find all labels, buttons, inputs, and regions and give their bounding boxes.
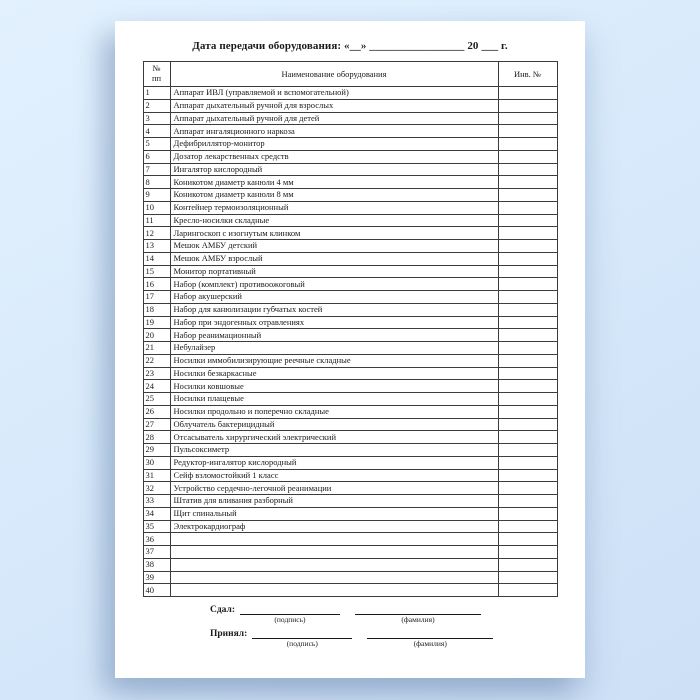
row-number: 15	[143, 265, 170, 278]
header-equipment-name: Наименование оборудования	[170, 62, 498, 87]
row-number: 14	[143, 252, 170, 265]
row-equipment-name: Дефибриллятор-монитор	[170, 138, 498, 151]
row-equipment-name: Коникотом диаметр канюли 4 мм	[170, 176, 498, 189]
row-number: 40	[143, 584, 170, 597]
row-number: 33	[143, 495, 170, 508]
row-equipment-name: Набор (комплект) противоожоговый	[170, 278, 498, 291]
row-number: 13	[143, 240, 170, 253]
header-row-number-line2: пп	[151, 73, 162, 83]
table-row	[143, 571, 557, 584]
row-inventory-number	[498, 87, 557, 100]
header-row-number-line1: №	[152, 63, 161, 74]
row-equipment-name: Контейнер термоизоляционный	[170, 201, 498, 214]
row-inventory-number	[498, 354, 557, 367]
row-equipment-name	[170, 546, 498, 559]
row-number: 22	[143, 354, 170, 367]
table-row	[143, 520, 557, 533]
handed-over-signature-line	[240, 604, 340, 615]
row-inventory-number	[498, 456, 557, 469]
table-row	[143, 431, 557, 444]
table-row	[143, 380, 557, 393]
equipment-table-head	[143, 62, 557, 87]
table-row	[143, 291, 557, 304]
row-equipment-name: Носилки ковшовые	[170, 380, 498, 393]
row-equipment-name: Набор акушерский	[170, 291, 498, 304]
row-equipment-name: Мешок АМБУ детский	[170, 240, 498, 253]
row-equipment-name: Устройство сердечно-легочной реанимации	[170, 482, 498, 495]
handed-over-signature-group	[240, 604, 340, 625]
received-surname-caption: (фамилия)	[413, 639, 447, 648]
table-row	[143, 99, 557, 112]
row-number: 23	[143, 367, 170, 380]
table-row	[143, 316, 557, 329]
row-number: 6	[143, 150, 170, 163]
row-inventory-number	[498, 176, 557, 189]
row-inventory-number	[498, 291, 557, 304]
row-number: 28	[143, 431, 170, 444]
row-inventory-number	[498, 227, 557, 240]
row-inventory-number	[498, 189, 557, 202]
row-equipment-name: Аппарат ИВЛ (управляемой и вспомогательной)	[170, 87, 498, 100]
row-inventory-number	[498, 393, 557, 406]
row-inventory-number	[498, 507, 557, 520]
table-row	[143, 342, 557, 355]
row-inventory-number	[498, 125, 557, 138]
table-row	[143, 138, 557, 151]
table-row	[143, 405, 557, 418]
table-row	[143, 456, 557, 469]
row-number: 32	[143, 482, 170, 495]
row-equipment-name: Облучатель бактерицидный	[170, 418, 498, 431]
row-equipment-name	[170, 584, 498, 597]
row-inventory-number	[498, 482, 557, 495]
table-row	[143, 112, 557, 125]
row-number: 31	[143, 469, 170, 482]
handed-over-surname-line	[355, 604, 481, 615]
row-inventory-number	[498, 99, 557, 112]
row-equipment-name: Штатив для вливания разборный	[170, 495, 498, 508]
row-equipment-name: Пульсоксиметр	[170, 444, 498, 457]
row-number: 24	[143, 380, 170, 393]
row-number: 34	[143, 507, 170, 520]
received-row	[210, 628, 585, 649]
table-row	[143, 469, 557, 482]
equipment-table-body	[143, 87, 557, 597]
row-number: 37	[143, 546, 170, 559]
row-equipment-name: Аппарат дыхательный ручной для детей	[170, 112, 498, 125]
table-row	[143, 367, 557, 380]
row-equipment-name	[170, 558, 498, 571]
row-number: 27	[143, 418, 170, 431]
document-page	[115, 21, 585, 678]
row-equipment-name: Носилки иммобилизирующие реечные складные	[170, 354, 498, 367]
table-row	[143, 125, 557, 138]
table-row	[143, 303, 557, 316]
table-row	[143, 227, 557, 240]
row-inventory-number	[498, 329, 557, 342]
row-inventory-number	[498, 571, 557, 584]
received-signature-caption: (подпись)	[286, 639, 318, 648]
row-number: 1	[143, 87, 170, 100]
table-row	[143, 189, 557, 202]
row-number: 16	[143, 278, 170, 291]
equipment-table	[143, 61, 558, 597]
document-title: Дата передачи оборудования: «__» _________________ 20 ___ г.	[192, 40, 508, 52]
row-inventory-number	[498, 150, 557, 163]
row-number: 35	[143, 520, 170, 533]
row-inventory-number	[498, 520, 557, 533]
row-number: 19	[143, 316, 170, 329]
row-number: 38	[143, 558, 170, 571]
row-number: 5	[143, 138, 170, 151]
row-equipment-name: Аппарат ингаляционного наркоза	[170, 125, 498, 138]
row-equipment-name: Мешок АМБУ взрослый	[170, 252, 498, 265]
table-row	[143, 150, 557, 163]
table-row	[143, 87, 557, 100]
row-inventory-number	[498, 163, 557, 176]
row-equipment-name: Монитор портативный	[170, 265, 498, 278]
row-inventory-number	[498, 533, 557, 546]
table-row	[143, 354, 557, 367]
row-equipment-name: Набор при эндогенных отравлениях	[170, 316, 498, 329]
row-equipment-name: Носилки продольно и поперечно складные	[170, 405, 498, 418]
row-equipment-name: Небулайзер	[170, 342, 498, 355]
row-equipment-name: Набор для канюлизации губчатых костей	[170, 303, 498, 316]
handed-over-row	[210, 604, 585, 625]
received-label: Принял:	[210, 629, 248, 639]
row-equipment-name: Ингалятор кислородный	[170, 163, 498, 176]
table-row	[143, 265, 557, 278]
row-number: 17	[143, 291, 170, 304]
row-number: 20	[143, 329, 170, 342]
table-row	[143, 214, 557, 227]
handed-over-surname-caption: (фамилия)	[401, 615, 435, 624]
row-equipment-name: Электрокардиограф	[170, 520, 498, 533]
row-number: 18	[143, 303, 170, 316]
row-equipment-name: Аппарат дыхательный ручной для взрослых	[170, 99, 498, 112]
row-inventory-number	[498, 418, 557, 431]
row-equipment-name: Дозатор лекарственных средств	[170, 150, 498, 163]
table-row	[143, 163, 557, 176]
row-number: 11	[143, 214, 170, 227]
row-number: 7	[143, 163, 170, 176]
row-number: 12	[143, 227, 170, 240]
table-row	[143, 329, 557, 342]
row-inventory-number	[498, 342, 557, 355]
row-number: 21	[143, 342, 170, 355]
row-inventory-number	[498, 316, 557, 329]
handed-over-signature-caption: (подпись)	[274, 615, 306, 624]
row-inventory-number	[498, 138, 557, 151]
row-inventory-number	[498, 584, 557, 597]
table-row	[143, 176, 557, 189]
row-equipment-name: Редуктор-ингалятор кислородный	[170, 456, 498, 469]
table-row	[143, 240, 557, 253]
row-number: 4	[143, 125, 170, 138]
row-equipment-name: Носилки плащевые	[170, 393, 498, 406]
table-row	[143, 533, 557, 546]
table-row	[143, 495, 557, 508]
row-inventory-number	[498, 469, 557, 482]
row-number: 30	[143, 456, 170, 469]
row-equipment-name: Ларингоскоп с изогнутым клинком	[170, 227, 498, 240]
received-surname-group	[367, 628, 493, 649]
table-row	[143, 507, 557, 520]
handed-over-surname-group	[355, 604, 481, 625]
row-number: 25	[143, 393, 170, 406]
row-number: 9	[143, 189, 170, 202]
table-row	[143, 558, 557, 571]
table-row	[143, 546, 557, 559]
row-inventory-number	[498, 431, 557, 444]
handed-over-label: Сдал:	[210, 605, 235, 615]
table-row	[143, 584, 557, 597]
row-equipment-name	[170, 533, 498, 546]
row-equipment-name: Щит спинальный	[170, 507, 498, 520]
row-inventory-number	[498, 112, 557, 125]
row-number: 36	[143, 533, 170, 546]
row-inventory-number	[498, 252, 557, 265]
table-row	[143, 482, 557, 495]
row-number: 8	[143, 176, 170, 189]
row-inventory-number	[498, 367, 557, 380]
header-inventory-number: Инв. №	[498, 62, 557, 87]
row-equipment-name: Набор реанимационный	[170, 329, 498, 342]
row-inventory-number	[498, 546, 557, 559]
received-surname-line	[367, 628, 493, 639]
row-inventory-number	[498, 495, 557, 508]
table-row	[143, 252, 557, 265]
received-signature-group	[252, 628, 352, 649]
row-inventory-number	[498, 380, 557, 393]
row-equipment-name: Сейф взломостойкий 1 класс	[170, 469, 498, 482]
row-number: 10	[143, 201, 170, 214]
row-number: 3	[143, 112, 170, 125]
table-row	[143, 393, 557, 406]
row-number: 39	[143, 571, 170, 584]
row-number: 29	[143, 444, 170, 457]
row-inventory-number	[498, 265, 557, 278]
row-inventory-number	[498, 444, 557, 457]
row-inventory-number	[498, 303, 557, 316]
row-equipment-name: Коникотом диаметр канюли 8 мм	[170, 189, 498, 202]
row-equipment-name: Кресло-носилки складные	[170, 214, 498, 227]
signature-block	[210, 604, 585, 649]
table-row	[143, 278, 557, 291]
row-equipment-name	[170, 571, 498, 584]
row-inventory-number	[498, 405, 557, 418]
row-inventory-number	[498, 278, 557, 291]
row-inventory-number	[498, 214, 557, 227]
row-inventory-number	[498, 558, 557, 571]
table-row	[143, 418, 557, 431]
row-inventory-number	[498, 201, 557, 214]
row-equipment-name: Отсасыватель хирургический электрический	[170, 431, 498, 444]
row-number: 2	[143, 99, 170, 112]
row-number: 26	[143, 405, 170, 418]
table-header-row	[143, 62, 557, 87]
header-row-number	[143, 62, 170, 87]
row-equipment-name: Носилки безкаркасные	[170, 367, 498, 380]
received-signature-line	[252, 628, 352, 639]
table-row	[143, 444, 557, 457]
table-row	[143, 201, 557, 214]
row-inventory-number	[498, 240, 557, 253]
